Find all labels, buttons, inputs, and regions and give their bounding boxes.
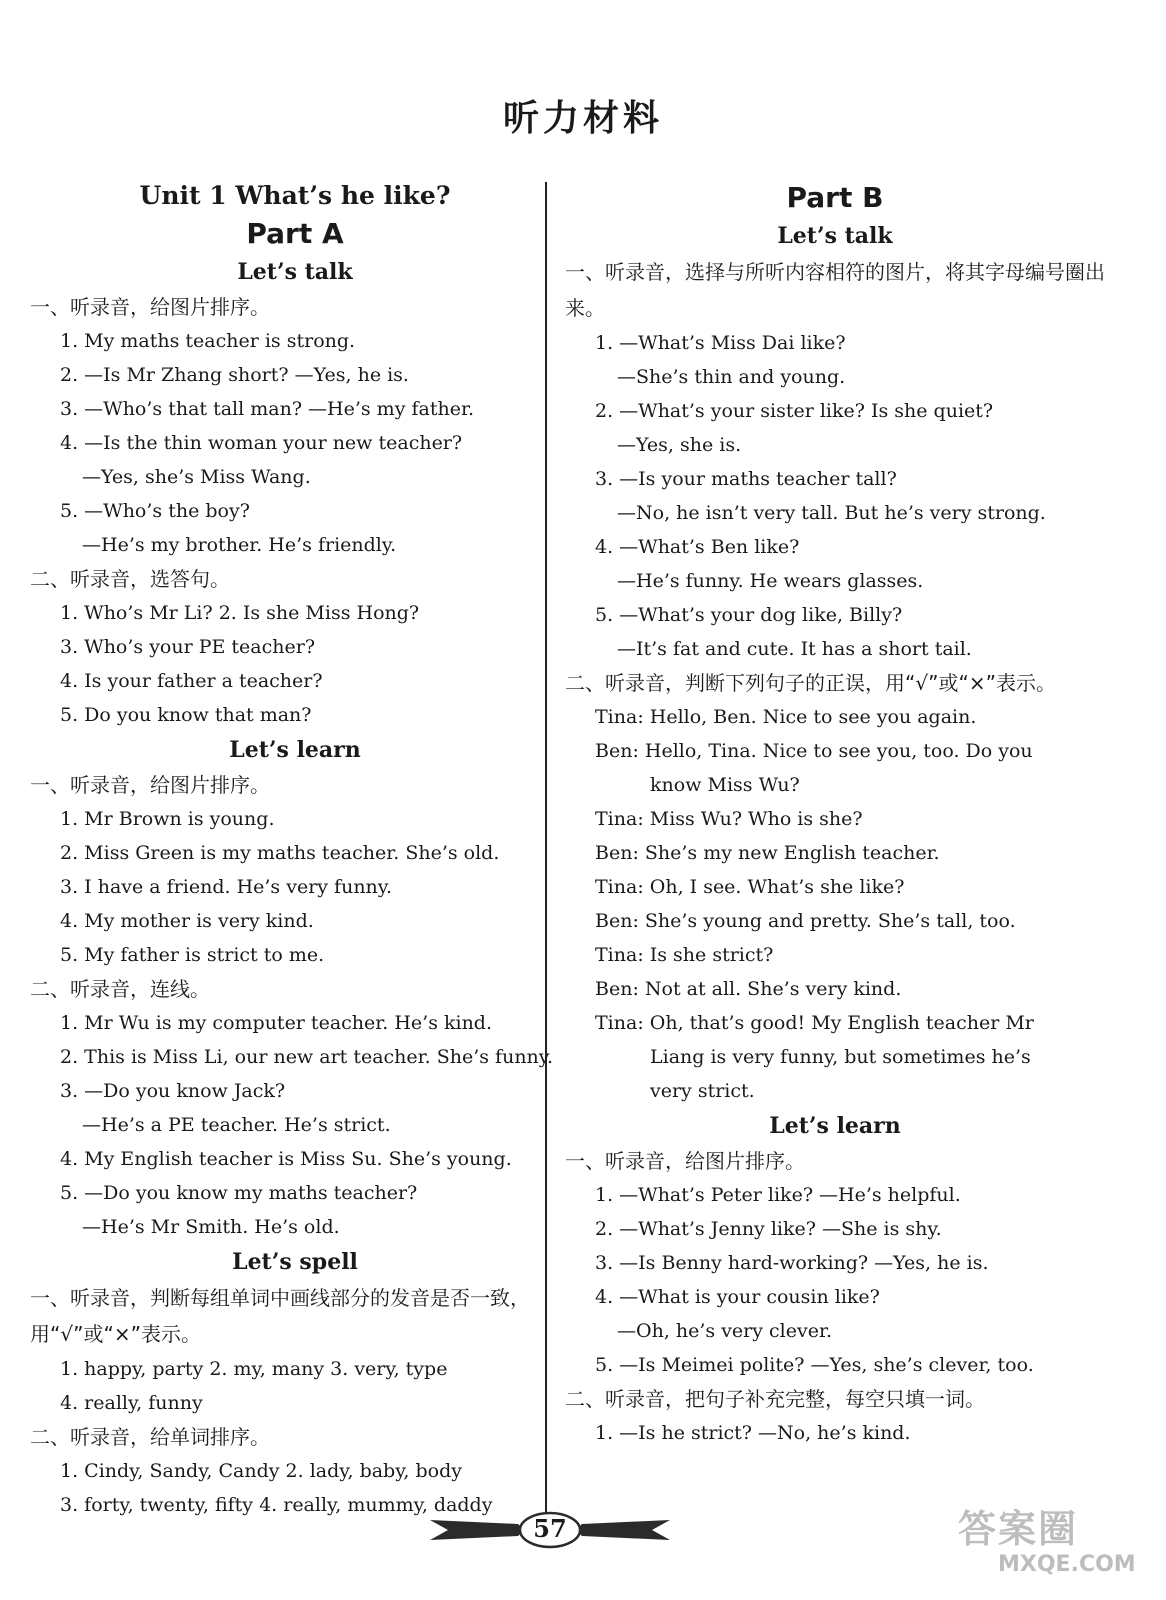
text-line: 5. —Is Meimei polite? —Yes, she’s clever, too.: [595, 1354, 1034, 1376]
text-line: 1. Mr Wu is my computer teacher. He’s kind.: [60, 1012, 493, 1034]
text-line: 1. happy, party 2. my, many 3. very, type: [60, 1358, 448, 1380]
text-line: 3. Who’s your PE teacher?: [60, 636, 316, 658]
dialogue-line: Ben: She’s young and pretty. She’s tall, too.: [595, 910, 1016, 932]
dialogue-line: Tina: Miss Wu? Who is she?: [595, 808, 863, 830]
watermark: [958, 1506, 1158, 1586]
text-line: 1. —What’s Miss Dai like?: [595, 332, 846, 354]
dialogue-line: very strict.: [650, 1080, 755, 1102]
text-line: —He’s Mr Smith. He’s old.: [82, 1216, 340, 1238]
text-line: 1. My maths teacher is strong.: [60, 330, 356, 352]
text-line: —No, he isn’t very tall. But he’s very strong.: [617, 502, 1046, 524]
text-line: 4. My mother is very kind.: [60, 910, 314, 932]
question-title: 一、听录音，给图片排序。: [30, 773, 270, 797]
text-line: 4. —What is your cousin like?: [595, 1286, 880, 1308]
dialogue-line: Tina: Hello, Ben. Nice to see you again.: [595, 706, 977, 728]
dialogue-line: Tina: Oh, I see. What’s she like?: [595, 876, 905, 898]
text-line: —She’s thin and young.: [617, 366, 846, 388]
part-b-title: Part B: [786, 181, 884, 214]
text-line: —He’s my brother. He’s friendly.: [82, 534, 397, 556]
text-line: —Yes, she’s Miss Wang.: [82, 466, 311, 488]
text-line: 5. Do you know that man?: [60, 704, 312, 726]
text-line: 4. —What’s Ben like?: [595, 536, 800, 558]
text-line: 4. Is your father a teacher?: [60, 670, 323, 692]
question-title: 一、听录音，判断每组单词中画线部分的发音是否一致，用“√”或“×”表示。: [30, 1286, 530, 1346]
section-title-lets-learn: Let’s learn: [769, 1113, 901, 1139]
text-line: —He’s a PE teacher. He’s strict.: [82, 1114, 391, 1136]
dialogue-line: Ben: Not at all. She’s very kind.: [595, 978, 902, 1000]
text-line: 4. My English teacher is Miss Su. She’s young.: [60, 1148, 512, 1170]
text-line: 3. forty, twenty, fifty 4. really, mummy, daddy: [60, 1494, 493, 1516]
question-title: 二、听录音，把句子补充完整，每空只填一词。: [565, 1387, 985, 1411]
page-title: 听力材料: [502, 98, 663, 139]
text-line: —Yes, she is.: [617, 434, 742, 456]
left-column: [30, 178, 560, 1522]
dialogue-line: Tina: Is she strict?: [595, 944, 774, 966]
part-a-title: Part A: [246, 217, 344, 250]
question-title: 一、听录音，选择与所听内容相符的图片，将其字母编号圈出来。: [565, 260, 1105, 320]
section-title-lets-talk: Let’s talk: [777, 223, 893, 249]
section-title-lets-talk: Let’s talk: [237, 259, 353, 285]
dialogue-line: Liang is very funny, but sometimes he’s: [650, 1046, 1031, 1068]
page-number: 57: [533, 1514, 567, 1543]
unit-title: Unit 1 What’s he like?: [139, 181, 451, 210]
text-line: 2. —Is Mr Zhang short? —Yes, he is.: [60, 364, 409, 386]
text-line: 4. really, funny: [60, 1392, 203, 1414]
question-title: 一、听录音，给图片排序。: [30, 295, 270, 319]
section-title-lets-spell: Let’s spell: [232, 1249, 358, 1275]
text-line: —It’s fat and cute. It has a short tail.: [617, 638, 972, 660]
text-line: 1. —What’s Peter like? —He’s helpful.: [595, 1184, 961, 1206]
text-line: 2. Miss Green is my maths teacher. She’s old.: [60, 842, 500, 864]
text-line: —He’s funny. He wears glasses.: [617, 570, 924, 592]
text-line: 3. —Who’s that tall man? —He’s my father.: [60, 398, 474, 420]
text-line: 2. —What’s your sister like? Is she quiet?: [595, 400, 994, 422]
section-title-lets-learn: Let’s learn: [229, 737, 361, 763]
text-line: 1. Cindy, Sandy, Candy 2. lady, baby, body: [60, 1460, 463, 1482]
question-title: 二、听录音，连线。: [30, 977, 210, 1001]
question-title: 二、听录音，给单词排序。: [30, 1425, 270, 1449]
text-line: 3. I have a friend. He’s very funny.: [60, 876, 393, 898]
text-line: 2. This is Miss Li, our new art teacher. She’s funny.: [60, 1046, 554, 1068]
text-line: 1. —Is he strict? —No, he’s kind.: [595, 1422, 911, 1444]
text-line: 5. My father is strict to me.: [60, 944, 325, 966]
text-line: 1. Who’s Mr Li? 2. Is she Miss Hong?: [60, 602, 420, 624]
watermark-logo: 答案圈: [958, 1507, 1079, 1551]
text-line: 3. —Do you know Jack?: [60, 1080, 286, 1102]
question-title: 二、听录音，判断下列句子的正误，用“√”或“×”表示。: [565, 671, 1056, 695]
text-line: 3. —Is your maths teacher tall?: [595, 468, 897, 490]
text-line: 2. —What’s Jenny like? —She is shy.: [595, 1218, 942, 1240]
question-title: 二、听录音，选答句。: [30, 567, 230, 591]
right-column: [565, 178, 1105, 1450]
text-line: 3. —Is Benny hard-working? —Yes, he is.: [595, 1252, 989, 1274]
text-line: 5. —Who’s the boy?: [60, 500, 250, 522]
text-line: 5. —What’s your dog like, Billy?: [595, 604, 903, 626]
text-line: 4. —Is the thin woman your new teacher?: [60, 432, 463, 454]
text-line: 5. —Do you know my maths teacher?: [60, 1182, 418, 1204]
dialogue-line: know Miss Wu?: [650, 774, 800, 796]
text-line: 1. Mr Brown is young.: [60, 808, 275, 830]
dialogue-line: Ben: She’s my new English teacher.: [595, 842, 940, 864]
text-line: —Oh, he’s very clever.: [617, 1320, 833, 1342]
watermark-site: MXQE.COM: [998, 1552, 1136, 1577]
dialogue-line: Ben: Hello, Tina. Nice to see you, too. Do you: [595, 740, 1033, 762]
question-title: 一、听录音，给图片排序。: [565, 1149, 805, 1173]
dialogue-line: Tina: Oh, that’s good! My English teacher Mr: [595, 1012, 1034, 1034]
page-number-banner: [430, 1510, 670, 1550]
